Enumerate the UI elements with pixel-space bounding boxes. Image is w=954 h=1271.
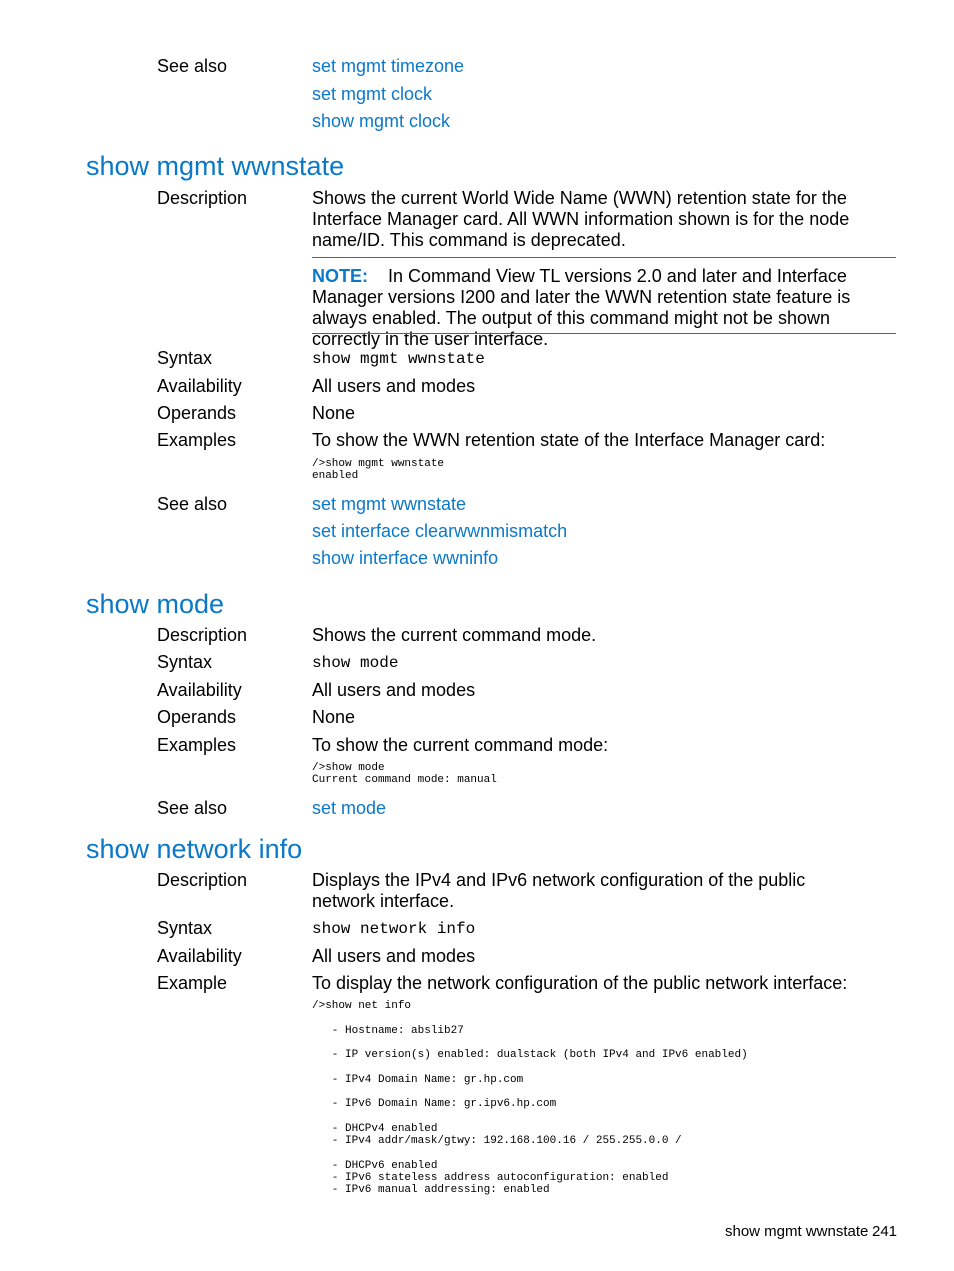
link-set-mode[interactable]: set mode [312, 798, 387, 818]
examples-label: Examples [157, 735, 237, 755]
section-title-wwnstate: show mgmt wwnstate [86, 151, 345, 181]
description-label: Description [157, 625, 248, 645]
code-example: />show net info - Hostname: abslib27 - IP version(s) enabled: dualstack (both IPv4 and IPv6 enabled) - IPv4 Domain Name: gr.hp.com - IPv6 Domain Name: gr.ipv6.hp.com - DHCPv4 enabled - IPv4 addr/mask/gtwy: 192.168.100.16 / 255.255.0.0 / - DHCPv6 enabled - IPv6 stateless address autoconfiguration: enabled - IPv6 manual addressing: enabled [312, 1000, 748, 1197]
syntax-command: show mode [312, 654, 399, 672]
description-label: Description [157, 188, 248, 208]
link-set-mgmt-wwnstate[interactable]: set mgmt wwnstate [312, 494, 467, 514]
availability-text: All users and modes [312, 376, 476, 396]
note-text: In Command View TL versions 2.0 and later and Interface Manager versions I200 and later the WWN retention state feature is always enabled. The output of this command might not be shown correctly in the user interface. [312, 266, 851, 349]
operands-text: None [312, 707, 356, 727]
link-set-interface-clearwwnmismatch[interactable]: set interface clearwwnmismatch [312, 521, 568, 541]
operands-label: Operands [157, 707, 237, 727]
see-also-label: See also [157, 494, 228, 514]
availability-label: Availability [157, 680, 242, 700]
examples-text: To show the current command mode: [312, 735, 609, 755]
link-show-interface-wwninfo[interactable]: show interface wwninfo [312, 548, 499, 568]
code-example: />show mode Current command mode: manual [312, 762, 497, 787]
see-also-label: See also [157, 798, 228, 818]
note-bottom-rule [312, 333, 896, 334]
syntax-command: show network info [312, 920, 476, 938]
page-number: 241 [872, 1223, 898, 1240]
example-label: Example [157, 973, 228, 993]
operands-label: Operands [157, 403, 237, 423]
section-title-network-info: show network info [86, 834, 303, 864]
example-text: To display the network configuration of the public network interface: [312, 973, 848, 993]
note-top-rule [312, 257, 896, 258]
link-show-mgmt-clock[interactable]: show mgmt clock [312, 111, 451, 131]
see-also-label: See also [157, 56, 228, 76]
availability-text: All users and modes [312, 680, 476, 700]
description-text: Displays the IPv4 and IPv6 network configuration of the public network interface. [312, 870, 806, 911]
link-set-mgmt-clock[interactable]: set mgmt clock [312, 84, 433, 104]
syntax-label: Syntax [157, 918, 213, 938]
syntax-command: show mgmt wwnstate [312, 350, 485, 368]
examples-label: Examples [157, 430, 237, 450]
note-box [312, 266, 896, 350]
footer-section-title: show mgmt wwnstate [725, 1223, 869, 1240]
availability-text: All users and modes [312, 946, 476, 966]
syntax-label: Syntax [157, 652, 213, 672]
operands-text: None [312, 403, 356, 423]
section-title-mode: show mode [86, 589, 225, 619]
availability-label: Availability [157, 376, 242, 396]
examples-text: To show the WWN retention state of the Interface Manager card: [312, 430, 826, 450]
availability-label: Availability [157, 946, 242, 966]
note-label: NOTE: [312, 266, 368, 286]
link-set-mgmt-timezone[interactable]: set mgmt timezone [312, 56, 465, 76]
syntax-label: Syntax [157, 348, 213, 368]
description-text: Shows the current World Wide Name (WWN) retention state for the Interface Manager card. All WWN information shown is for the node name/ID. This command is deprecated. [312, 188, 850, 250]
description-label: Description [157, 870, 248, 890]
description-text: Shows the current command mode. [312, 625, 597, 645]
code-example: />show mgmt wwnstate enabled [312, 458, 445, 483]
